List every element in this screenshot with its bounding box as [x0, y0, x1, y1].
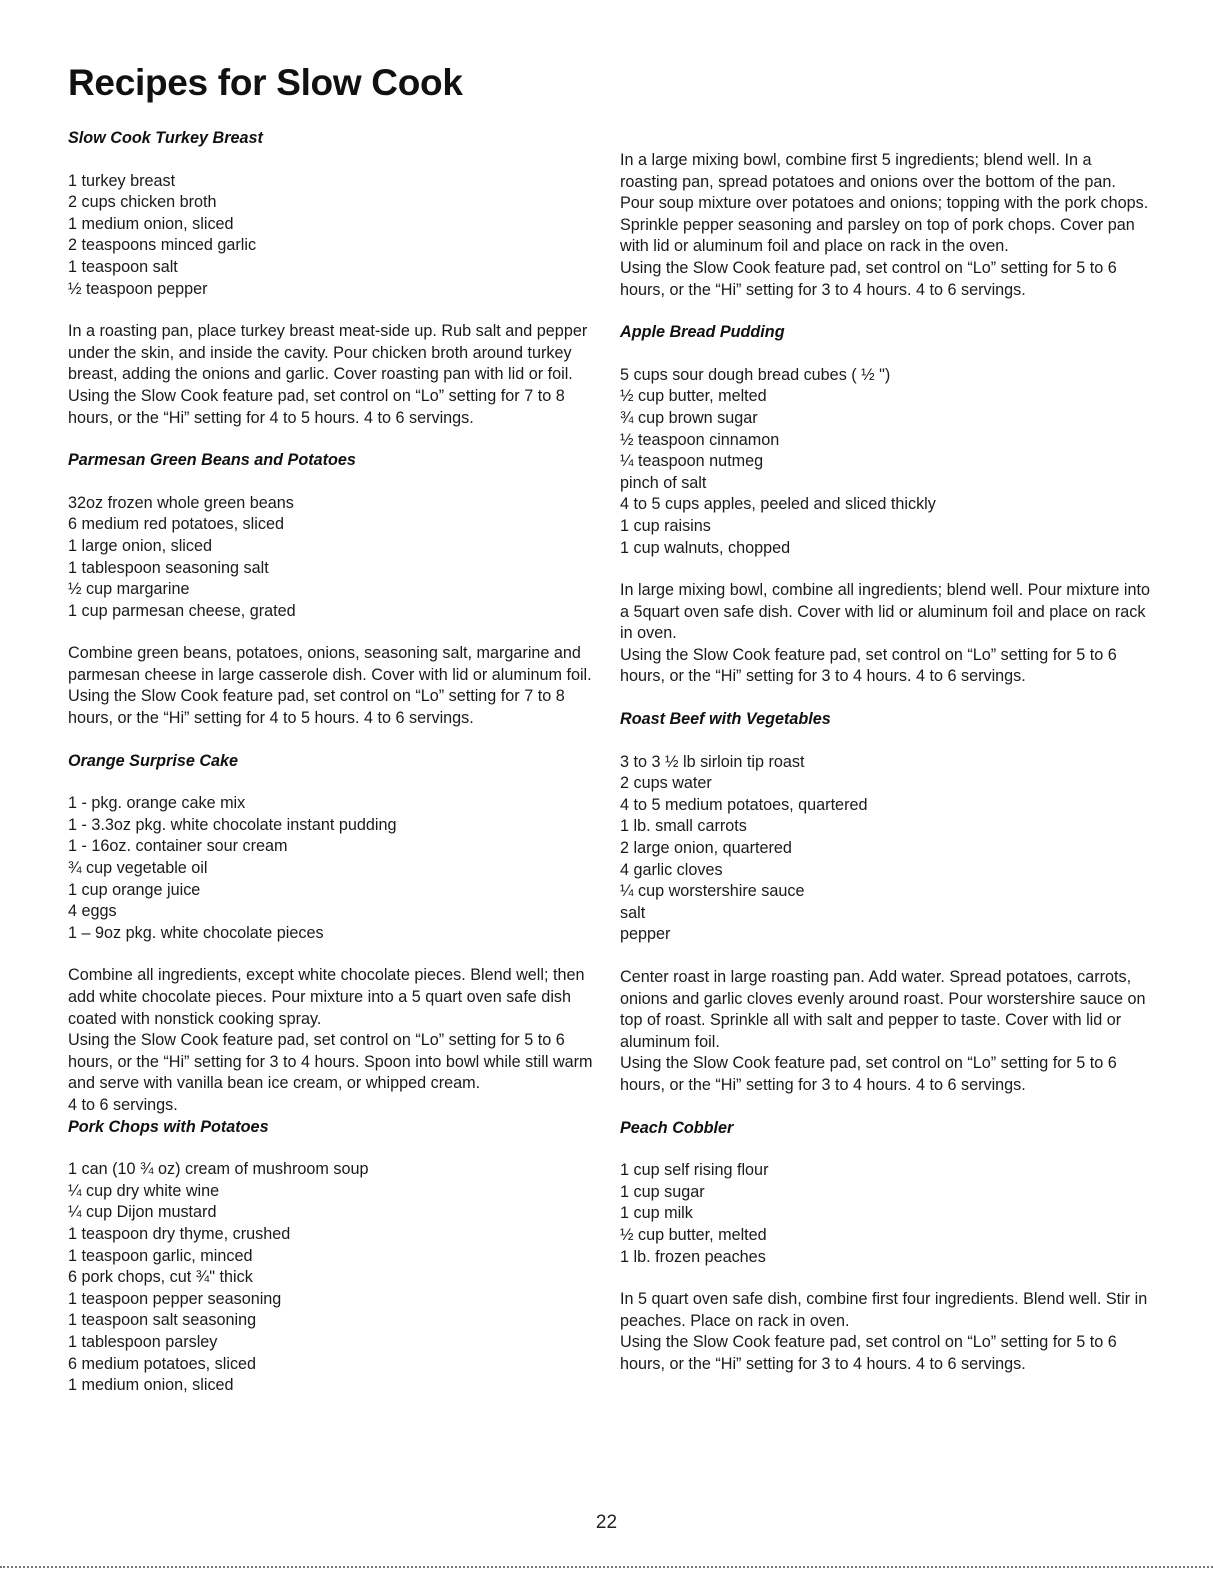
ingredient: 6 medium red potatoes, sliced — [68, 515, 284, 534]
ingredient: 1 can (10 ¾ oz) cream of mushroom soup — [68, 1160, 369, 1179]
instructions — [620, 967, 1150, 1097]
ingredient: 1 cup milk — [620, 1204, 693, 1223]
ingredient: 6 medium potatoes, sliced — [68, 1354, 257, 1373]
ingredient: 1 lb. frozen peaches — [620, 1247, 766, 1266]
ingredient: pinch of salt — [620, 473, 707, 492]
recipe-orange-cake — [68, 751, 598, 1117]
ingredient: ¼ cup Dijon mustard — [68, 1203, 217, 1222]
instructions — [620, 1289, 1150, 1375]
ingredient: 4 garlic cloves — [620, 860, 723, 879]
instruction-paragraph: Using the Slow Cook feature pad, set control on “Lo” setting for 5 to 6 hours, or the “Hi” setting for 3 to 4 hours. 4 to 6 servings. — [620, 1333, 1117, 1373]
ingredient: 1 cup sugar — [620, 1182, 705, 1201]
ingredient: pepper — [620, 925, 671, 944]
ingredient: 1 cup parmesan cheese, grated — [68, 601, 296, 620]
ingredient: 1 tablespoon seasoning salt — [68, 558, 269, 577]
instruction-paragraph: Using the Slow Cook feature pad, set control on “Lo” setting for 5 to 6 hours, or the “Hi” setting for 3 to 4 hours. 4 to 6 servings. — [620, 645, 1117, 686]
ingredient-list — [620, 365, 1150, 559]
instructions — [620, 580, 1150, 688]
ingredient: 2 teaspoons minced garlic — [68, 236, 257, 255]
instruction-paragraph: Using the Slow Cook feature pad, set control on “Lo” setting for 5 to 6 hours, or the “Hi” setting for 3 to 4 hours. Spoon into bowl while still warm and serve with vanilla bean ice cream, or whipped cream. — [68, 1031, 593, 1093]
ingredient-list — [620, 1160, 1150, 1268]
instruction-paragraph: Center roast in large roasting pan. Add water. Spread potatoes, carrots, onions and garlic cloves evenly around roast. Pour worstershire sauce on top of roast. Sprinkle all with salt and pepper to taste. Cover with lid or aluminum foil. — [620, 968, 1146, 1051]
ingredient: 4 to 5 medium potatoes, quartered — [620, 795, 868, 814]
ingredient: 1 teaspoon dry thyme, crushed — [68, 1224, 291, 1243]
ingredient: ¼ teaspoon nutmeg — [620, 452, 764, 471]
ingredient: 1 tablespoon parsley — [68, 1332, 218, 1351]
ingredient: ¾ cup brown sugar — [620, 408, 758, 427]
ingredient: 4 eggs — [68, 902, 117, 921]
ingredient: 1 lb. small carrots — [620, 817, 747, 836]
ingredient: 4 to 5 cups apples, peeled and sliced thickly — [620, 495, 936, 514]
ingredient: ¾ cup vegetable oil — [68, 859, 208, 878]
ingredient: 1 cup walnuts, chopped — [620, 538, 791, 557]
ingredient: 1 - 16oz. container sour cream — [68, 837, 288, 856]
ingredient: 1 cup self rising flour — [620, 1161, 769, 1180]
ingredient: ½ cup butter, melted — [620, 387, 767, 406]
recipe-roast-beef — [620, 709, 1150, 1097]
instruction-paragraph: Combine green beans, potatoes, onions, seasoning salt, margarine and parmesan cheese in large casserole dish. Cover with lid or aluminum foil. — [68, 644, 592, 684]
recipe-title: Peach Cobbler — [620, 1118, 734, 1137]
ingredient: 1 medium onion, sliced — [68, 214, 234, 233]
ingredient: 1 large onion, sliced — [68, 536, 212, 555]
instruction-paragraph: In 5 quart oven safe dish, combine first four ingredients. Blend well. Stir in peaches. Place on rack in oven. — [620, 1290, 1148, 1330]
recipe-title: Roast Beef with Vegetables — [620, 710, 831, 729]
ingredient: 5 cups sour dough bread cubes ( ½ ") — [620, 365, 891, 384]
ingredient: 1 turkey breast — [68, 171, 176, 190]
ingredient: ½ cup butter, melted — [620, 1225, 767, 1244]
ingredient-list — [68, 793, 598, 944]
ingredient: ¼ cup dry white wine — [68, 1181, 220, 1200]
ingredient: 2 cups water — [620, 774, 712, 793]
instructions — [68, 321, 598, 429]
ingredient: 1 cup raisins — [620, 516, 711, 535]
recipe-title: Pork Chops with Potatoes — [68, 1117, 269, 1136]
instructions — [68, 965, 598, 1116]
ingredient: 1 cup orange juice — [68, 880, 201, 899]
ingredient: 1 teaspoon salt seasoning — [68, 1311, 257, 1330]
ingredient-list — [68, 493, 598, 623]
ingredient: 3 to 3 ½ lb sirloin tip roast — [620, 752, 805, 771]
right-column — [620, 150, 1150, 1376]
ingredient: salt — [620, 903, 646, 922]
ingredient: 1 - pkg. orange cake mix — [68, 794, 246, 813]
ingredient: 1 teaspoon pepper seasoning — [68, 1289, 282, 1308]
ingredient: 6 pork chops, cut ¾" thick — [68, 1268, 253, 1287]
instruction-paragraph: In a large mixing bowl, combine first 5 ingredients; blend well. In a roasting pan, spread potatoes and onions over the bottom of the pan. Pour soup mixture over potatoes and onions; topping with the pork chops. Sprinkle pepper seasoning and parsley on top of pork chops. Cover pan with lid or aluminum foil and place on rack in the oven. — [620, 151, 1149, 256]
instruction-paragraph: Using the Slow Cook feature pad, set control on “Lo” setting for 7 to 8 hours, or the “Hi” setting for 4 to 5 hours. 4 to 6 servings. — [68, 687, 565, 728]
instruction-paragraph: Using the Slow Cook feature pad, set control on “Lo” setting for 5 to 6 hours, or the “Hi” setting for 3 to 4 hours. 4 to 6 servings. — [620, 1054, 1117, 1094]
recipe-pork-chops-continued — [620, 150, 1150, 301]
bottom-divider — [0, 1566, 1213, 1568]
ingredient: ½ cup margarine — [68, 580, 190, 599]
ingredient: 2 large onion, quartered — [620, 839, 792, 858]
recipe-title: Parmesan Green Beans and Potatoes — [68, 451, 356, 470]
ingredient: 1 teaspoon garlic, minced — [68, 1246, 253, 1265]
ingredient-list — [68, 171, 598, 301]
page-title: Recipes for Slow Cook — [68, 62, 463, 103]
ingredient: 2 cups chicken broth — [68, 193, 217, 212]
recipe-bread-pudding — [620, 322, 1150, 688]
instruction-paragraph: Combine all ingredients, except white chocolate pieces. Blend well; then add white chocolate pieces. Pour mixture into a 5 quart oven safe dish coated with nonstick cooking spray. — [68, 966, 585, 1028]
recipe-pork-chops — [68, 1117, 598, 1397]
instructions — [620, 150, 1150, 301]
ingredient-list — [620, 752, 1150, 946]
recipe-title: Apple Bread Pudding — [620, 323, 785, 342]
ingredient: ½ teaspoon pepper — [68, 279, 208, 298]
instructions — [68, 643, 598, 729]
instruction-paragraph: Using the Slow Cook feature pad, set control on “Lo” setting for 5 to 6 hours, or the “Hi” setting for 3 to 4 hours. 4 to 6 servings. — [620, 258, 1117, 299]
recipe-title: Slow Cook Turkey Breast — [68, 129, 263, 147]
ingredient: ¼ cup worstershire sauce — [620, 882, 805, 901]
recipe-peach-cobbler — [620, 1118, 1150, 1376]
ingredient: 1 medium onion, sliced — [68, 1376, 234, 1395]
left-column — [68, 128, 598, 1418]
ingredient: 1 - 3.3oz pkg. white chocolate instant pudding — [68, 815, 397, 834]
instruction-paragraph: In large mixing bowl, combine all ingredients; blend well. Pour mixture into a 5quart oven safe dish. Cover with lid or aluminum foil and place on rack in oven. — [620, 581, 1150, 643]
ingredient: 1 teaspoon salt — [68, 257, 178, 276]
recipe-title: Orange Surprise Cake — [68, 751, 239, 770]
instruction-paragraph: 4 to 6 servings. — [68, 1095, 178, 1114]
ingredient: 32oz frozen whole green beans — [68, 493, 294, 512]
recipe-turkey-breast — [68, 128, 598, 429]
recipe-green-beans — [68, 450, 598, 730]
ingredient-list — [68, 1159, 598, 1397]
ingredient: 1 – 9oz pkg. white chocolate pieces — [68, 923, 324, 942]
instruction-paragraph: In a roasting pan, place turkey breast meat-side up. Rub salt and pepper under the skin, and inside the cavity. Pour chicken broth around turkey breast, adding the onions and garlic. Cover roasting pan with lid or foil. Using the Slow Cook feature pad, set control on “Lo” setting for 7 to 8 hours, or the “Hi” setting for 4 to 5 hours. 4 to 6 servings. — [68, 322, 588, 427]
ingredient: ½ teaspoon cinnamon — [620, 430, 780, 449]
page-number: 22 — [595, 1512, 618, 1533]
